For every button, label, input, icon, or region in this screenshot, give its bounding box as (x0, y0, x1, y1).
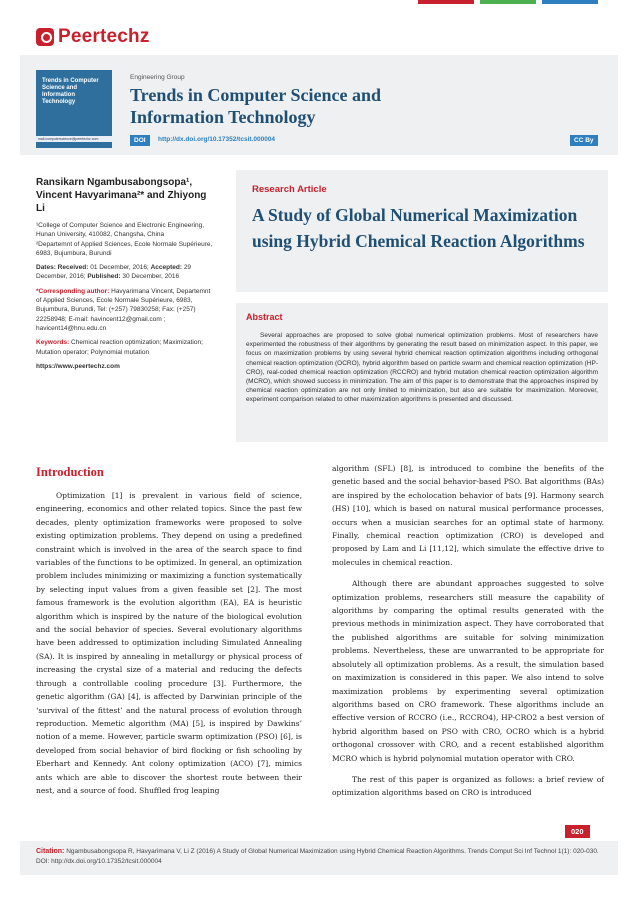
body-paragraph: Optimization [1] is prevalent in various field of science, engineering, economics and other related topics. Since the past few decades, plenty optimization frameworks were proposed to solve existing optimization problems. They depend on using a predefined constraint which is involved in the area of the search space to find variables of the functions to be optimized. In general, an optimization problem includes minimizing or maximizing a function systematically by selecting input values from a given feasible set [2]. The most famous framework is the evolution algorithm (EA), EA is heuristic algorithm which is inspired by the nature of the biological evolution and the social behavior of species. Several evolutionary algorithms have been addressed to optimization including Simulated Annealing (SA). It is inspired by annealing in metallurgy or physical process of increasing the crystal size of a material and reducing the defects through a controllable cooling procedure [3]. Furthermore, the genetic algorithm (GA) [4], is affected by Darwinian principle of the ‘survival of the fittest’ and the natural process of evolution through reproduction. Memetic algorithm (MA) [5], is inspired by Dawkins’ notion of a meme. However, particle swarm optimization (PSO) [6], is developed from social behavior of bird flocking or fish schooling by Eberhart and Kennedy. Ant colony optimization (ACO) [7], mimics ants which are able to discover the shortest route between their nest, and a source of food. Shuffled frog leaping (36, 491, 302, 795)
abstract-heading: Abstract (246, 312, 283, 322)
accent-bar-green (480, 0, 536, 4)
journal-cover-image (36, 70, 112, 148)
body-paragraph: Although there are abundant approaches suggested to solve optimization problems, researchers still measure the capability of algorithms by comparing the optimal results generated with the previous methods in minimization aspect. They have corroborated that the published algorithms are suitable for solving minimization problems. Nevertheless, these are unwarranted to be appropriate for absolutely all optimization problems. As a result, the simulation based on maximization is considered in this paper. We also intend to solve maximization problems by experimenting several optimization algorithms based on CRO framework. These algorithms include an effective version of RCCRO (i.e., RCCRO4), HP-CRO2 a best version of hybrid algorithm based on PSO with CRO, OCRO which is a hybrid orthogonal crossover with CRO, and a recent established algorithm MCRO which is hybrid polynomial mutation operator with CRO. (332, 579, 604, 763)
accent-bar-blue (542, 0, 598, 4)
body-paragraph: algorithm (SFL) [8], is introduced to combine the benefits of the genetic based and the social behavior-based PSO. Bat algorithms (BAs) are inspired by the echolocation behavior of bats [9]. Harmony search (HS) [10], which is based on natural musical performance processes, occurs when a musician searches for an optimal state of harmony. Finally, chemical reaction optimization (CRO) is developed and proposed by Lam and Li [11,12], which simulate the effective drive to molecules in chemical reaction. (332, 464, 604, 567)
journal-title: Trends in Computer Science and Information Technology (130, 85, 382, 127)
publisher-logo[interactable] (36, 26, 150, 48)
corresponding-author: *Corresponding author: Havyarimana Vincent, Departemnt of Applied Sciences, Ecole Normale Supérieure, 6983, Bujumbura, Burundi, Tel: (+257) 79830258; Fax: (+257) 22258948; E-mail: havincent12@gmail.com ; havicent14@hnu.edu.cn (36, 287, 211, 332)
cover-url-bar (36, 136, 112, 142)
top-accent-bars (418, 0, 598, 4)
article-dates: Dates: Received: 01 December, 2016; Accepted: 29 December, 2016; Published: 30 December, 2016 (36, 264, 192, 281)
license-badge[interactable]: CC By (570, 135, 598, 146)
cover-url: mail.computerscience@peertechz.com (38, 137, 99, 141)
affiliation-2: ²Departemnt of Applied Sciences, Ecole Normale Supérieure, 6983, Bujumbura, Burundi (36, 240, 213, 257)
citation (36, 847, 602, 867)
peertechz-logo-icon (36, 28, 54, 46)
citation-text: Ngambusabongsopa R, Havyarimana V, Li Z (2016) A Study of Global Numerical Maximization using Hybrid Chemical Reaction Algorithms. Trends Comput Sci Inf Technol 1(1): 020-030. DOI: http://dx.doi.org/10.17352/tcsit.000004 (36, 848, 599, 865)
doi-badge: DOI (130, 135, 150, 146)
body-column-left (36, 489, 302, 797)
page-number: 020 (565, 825, 590, 838)
article-type-label: Research Article (252, 184, 327, 195)
journal-group: Engineering Group (130, 74, 185, 81)
introduction-heading: Introduction (36, 465, 104, 479)
body-paragraph: The rest of this paper is organized as follows: a brief review of optimization algorithms based on CRO is introduced (332, 774, 604, 798)
publisher-name: Peertechz (58, 26, 150, 47)
author-list: Ransikarn Ngambusabongsopa¹, Vincent Havyarimana²* and Zhiyong Li (36, 177, 207, 214)
abstract-text: Several approaches are proposed to solve global numerical optimization problems. Most of researchers have experimented the robustness of their algorithms by generating the result based on minimization aspect. In this paper, we focus on maximization problems by using several hybrid chemical reaction optimization algorithms including orthogonal chemical reaction optimization (OCRO), hybrid algorithm based on particle swarm and chemical reaction optimization (HP-CRO), real-coded chemical reaction optimization (RCCRO) and hybrid mutation chemical reaction optimization algorithm (MCRO), which showed success in minimization. The aim of this paper is to demonstrate that the approaches inspired by chemical reaction optimization are not only limited to minimization, but also are suitable for maximization. Moreover, experiment comparison related to other maximization algorithms is presented and discussed. (246, 332, 598, 404)
affiliation-1: ¹College of Computer Science and Electronic Engineering, Hunan University, 410082, Changsha, China (36, 222, 205, 239)
body-column-right (332, 462, 604, 800)
article-title: A Study of Global Numerical Maximization using Hybrid Chemical Reaction Algorithms (252, 205, 585, 251)
author-sidebar (36, 176, 216, 371)
doi-link[interactable]: http://dx.doi.org/10.17352/tcsit.000004 (158, 136, 276, 143)
accent-bar-red (418, 0, 474, 4)
citation-label: Citation: (36, 848, 65, 855)
publisher-website-link[interactable]: https://www.peertechz.com (36, 362, 120, 370)
cover-title: Trends in Computer Science and Information Technology (42, 78, 99, 105)
keywords: Keywords: Chemical reaction optimization; Maximization; Mutation operator; Polynomial mutation (36, 339, 203, 356)
